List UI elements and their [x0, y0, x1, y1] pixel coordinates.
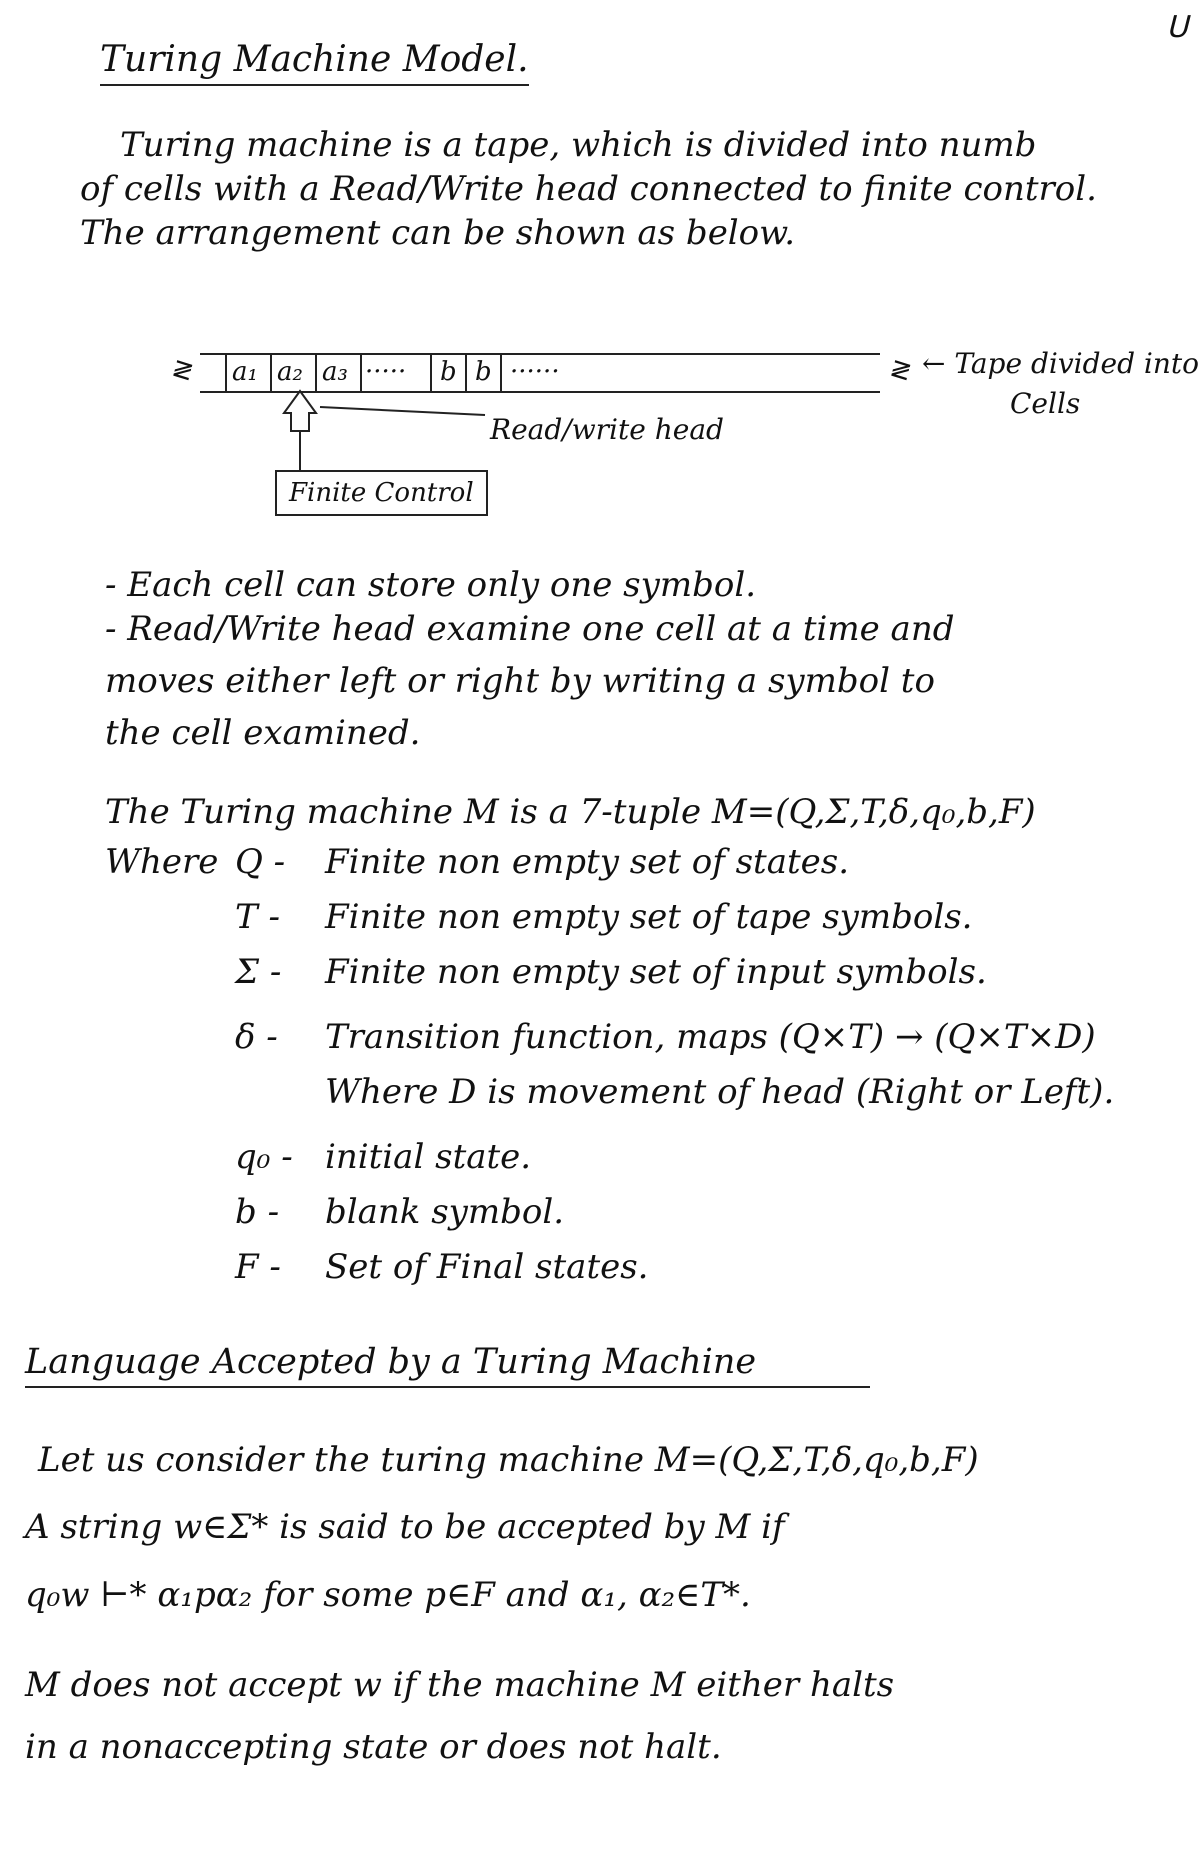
head-pointer-line [320, 407, 485, 415]
definition-key: Q - [235, 842, 286, 882]
definition-q0 [235, 1137, 532, 1177]
definition-key: δ - [235, 1017, 278, 1057]
definition-b [235, 1192, 565, 1232]
definition-text: Finite non empty set of states. [325, 842, 850, 882]
intro-line-1: Turing machine is a tape, which is divided into numb [120, 125, 1037, 165]
definition-text: Transition function, maps (Q×T) → (Q×T×D) [325, 1017, 1096, 1057]
section-line-3: q₀w ⊢* α₁pα₂ for some p∈F and α₁, α₂∈T*. [25, 1575, 751, 1615]
tape-cell-dots: ····· [365, 357, 407, 387]
tape-cell-b: b [475, 357, 492, 387]
definition-f [235, 1247, 649, 1287]
definition-text: initial state. [325, 1137, 532, 1177]
definition-key: b - [235, 1192, 280, 1232]
definition-key: Σ - [235, 952, 282, 992]
tape-cell-dots: ······ [510, 357, 560, 387]
bullet-line-4: the cell examined. [105, 713, 421, 753]
definition-key: q₀ - [235, 1137, 293, 1177]
section-line-4: M does not accept w if the machine M either halts [25, 1665, 895, 1705]
bullet-line-1: - Each cell can store only one symbol. [105, 565, 756, 605]
definition-delta [235, 1017, 1096, 1057]
definition-key: F - [235, 1247, 281, 1287]
definition-t [235, 897, 973, 937]
definition-key: T - [235, 897, 280, 937]
tape-right-brace: ≷ [888, 355, 910, 385]
tape-cell-a1: a₁ [232, 357, 258, 387]
tape-left-brace: ≷ [170, 355, 192, 385]
tape-cell-a3: a₃ [322, 357, 348, 387]
intro-line-2: of cells with a Read/Write head connected to finite control. [80, 169, 1097, 209]
definition-text: Set of Final states. [325, 1247, 649, 1287]
definition-sigma [235, 952, 987, 992]
turing-machine-diagram [160, 335, 1200, 515]
tape-cell-a2: a₂ [277, 357, 303, 387]
bullet-line-2: - Read/Write head examine one cell at a time and [105, 609, 955, 649]
section-line-2: A string w∈Σ* is said to be accepted by M if [25, 1507, 785, 1547]
bullet-line-3: moves either left or right by writing a symbol to [105, 661, 935, 701]
section-line-1: Let us consider the turing machine M=(Q,Σ,T,δ,q₀,b,F) [38, 1440, 979, 1480]
finite-control-box: Finite Control [275, 470, 488, 516]
where-label: Where [105, 842, 219, 882]
tm-definition: The Turing machine M is a 7-tuple M=(Q,Σ,T,δ,q₀,b,F) [105, 792, 1036, 832]
tape-cell-b: b [440, 357, 457, 387]
intro-line-3: The arrangement can be shown as below. [80, 213, 796, 253]
section-line-5: in a nonaccepting state or does not halt. [25, 1727, 722, 1767]
definition-text: Finite non empty set of input symbols. [325, 952, 987, 992]
definition-q [235, 842, 850, 882]
definition-text: blank symbol. [325, 1192, 565, 1232]
corner-mark: ᑌ [1166, 10, 1188, 45]
tape-label: ← Tape divided into [922, 347, 1200, 380]
definition-text: Where D is movement of head (Right or Left). [325, 1072, 1115, 1112]
definition-text: Finite non empty set of tape symbols. [325, 897, 973, 937]
definition-delta-cont [235, 1072, 1115, 1112]
section-title: Language Accepted by a Turing Machine [25, 1345, 870, 1388]
read-write-head-arrow [284, 391, 316, 431]
page-title: Turing Machine Model. [100, 42, 529, 86]
tape-label-cells: Cells [1010, 387, 1081, 420]
head-label: Read/write head [490, 413, 724, 446]
